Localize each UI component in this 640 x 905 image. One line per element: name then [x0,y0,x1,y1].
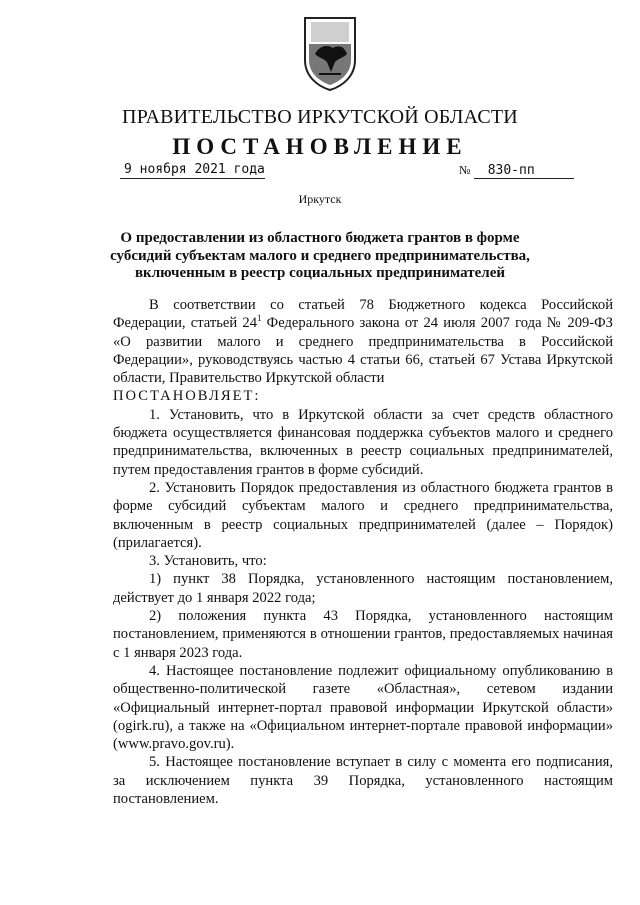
document-date: 9 ноября 2021 года [124,162,265,177]
city-name: Иркутск [298,192,342,206]
document-title: О предоставлении из областного бюджета грантов в форме субсидий субъектам малого и среднего предпринимательства, включенным в реестр социальных предпринимателей [110,230,530,281]
paragraph-1: 1. Установить, что в Иркутской области за счет средств областного бюджета осуществляется финансовая поддержка субъектов малого и среднего предпринимательства, включенных в реестр социальных предпринимателей, путем предоставления грантов в форме субсидий. [113,406,613,478]
paragraph-5: 5. Настоящее постановление вступает в силу с момента его подписания, за исключением пункта 39 Порядка, установленного настоящим постановлением. [113,754,613,808]
paragraph-3: 3. Установить, что: [149,553,267,570]
superscript: 1 [257,313,262,324]
organization-name: ПРАВИТЕЛЬСТВО ИРКУТСКОЙ ОБЛАСТИ [122,106,518,128]
paragraph-3-1: 1) пункт 38 Порядка, установленного настоящим постановлением, действует до 1 января 2022 года; [113,571,613,606]
number-sign: № [459,163,471,177]
document-body [113,296,613,808]
number-value: 830-пп [474,163,574,179]
document-number [459,162,574,179]
document-type: ПОСТАНОВЛЕНИЕ [172,134,468,159]
preamble-paragraph [113,296,613,387]
resolves-heading: ПОСТАНОВЛЯЕТ: [113,388,261,405]
paragraph-3-2: 2) положения пункта 43 Порядка, установленного настоящим постановлением, применяются в отношении грантов, предоставляемых начиная с 1 января 2023 года. [113,608,613,661]
preamble-text-b: Федерального закона от 24 июля 2007 года № 209-ФЗ «О развитии малого и среднего предпринимательства в Российской Федерации», руководствуясь частью 4 статьи 66, статьей 67 Устава Иркутской области, Правительство Иркутской области [113,315,613,387]
preamble-text-a: В соответствии со статьей 78 Бюджетного кодекса Российской Федерации, статьей 24 [113,297,613,332]
paragraph-4: 4. Настоящее постановление подлежит официальному опубликованию в общественно-политической газете «Областная», сетевом издании «Официальный интернет-портал правовой информации Иркутской области» (ogirk.ru), а также на «Официальном интернет-портале правовой информации» (www.pravo.gov.ru). [113,662,613,753]
date-underline [120,178,265,179]
coat-of-arms-emblem [301,14,359,92]
paragraph-2: 2. Установить Порядок предоставления из областного бюджета грантов в форме субсидий субъектам малого и среднего предпринимательства, включенным в реестр социальных предпринимателей (далее – Порядок) (прилагается). [113,479,613,551]
